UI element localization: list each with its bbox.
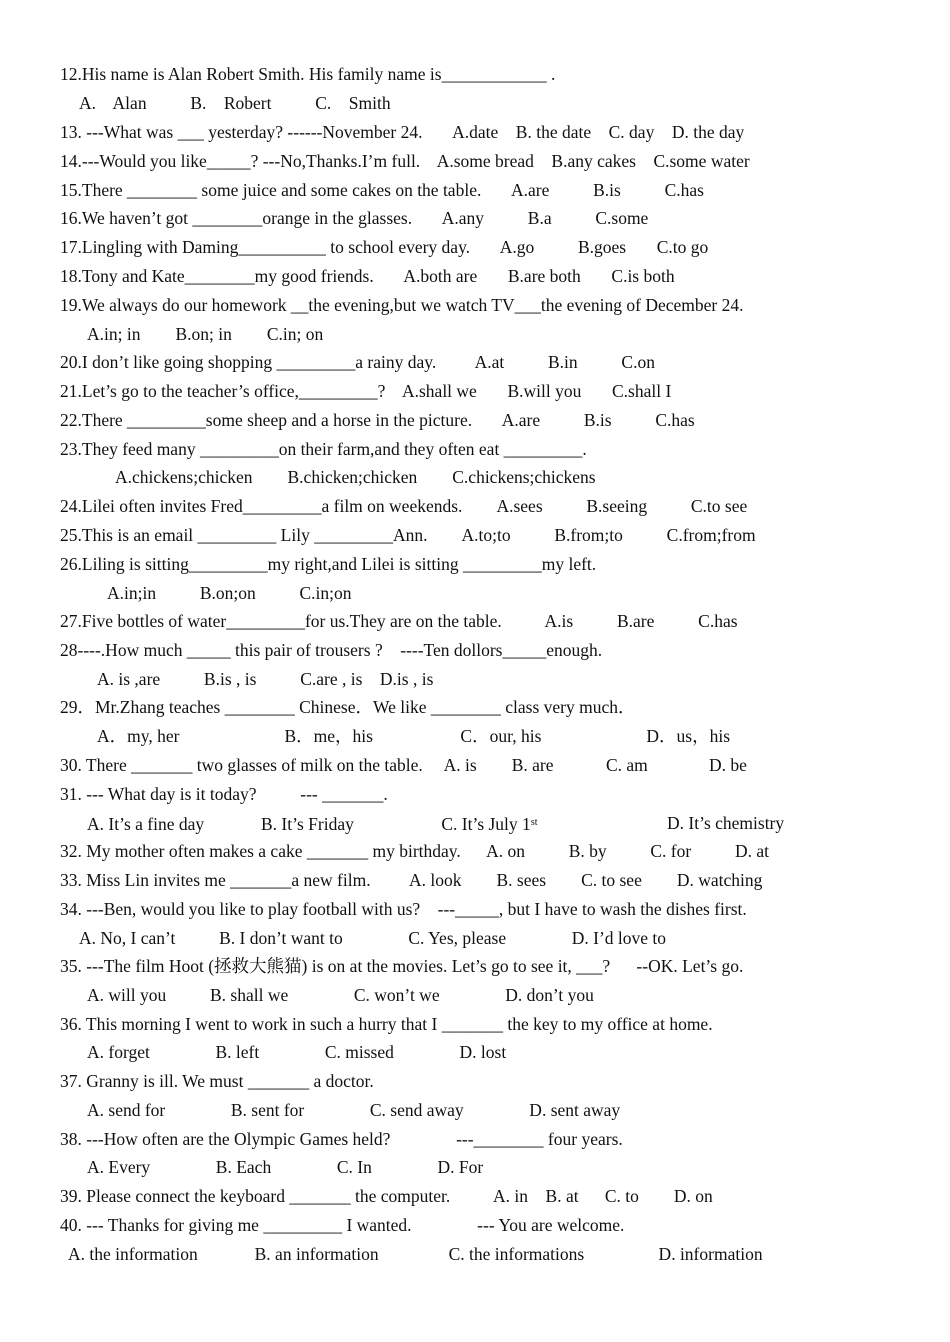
options-29: A．my, her B．me，his C．our, his D．us，his bbox=[97, 726, 731, 746]
question-18: 18.Tony and Kate________my good friends. A.both are B.are both C.is both bbox=[60, 266, 675, 286]
question-31: 31. --- What day is it today? --- _______. bbox=[60, 784, 388, 804]
question-23: 23.They feed many _________on their farm,and they often eat _________. bbox=[60, 439, 587, 459]
question-37: 37. Granny is ill. We must _______ a doctor. bbox=[60, 1071, 374, 1091]
options-37: A. send for B. sent for C. send away D. sent away bbox=[87, 1100, 621, 1120]
question-30: 30. There _______ two glasses of milk on the table. A. is B. are C. am D. be bbox=[60, 755, 747, 775]
question-13: 13. ---What was ___ yesterday? ------November 24. A.date B. the date C. day D. the day bbox=[60, 122, 745, 142]
question-39: 39. Please connect the keyboard _______ the computer. A. in B. at C. to D. on bbox=[60, 1186, 713, 1206]
options-26: A.in;in B.on;on C.in;on bbox=[107, 583, 352, 603]
question-19: 19.We always do our homework __the evening,but we watch TV___the evening of December 24. bbox=[60, 295, 744, 315]
options-35: A. will you B. shall we C. won’t we D. don’t you bbox=[87, 985, 594, 1005]
question-15: 15.There ________ some juice and some cakes on the table. A.are B.is C.has bbox=[60, 180, 704, 200]
question-21: 21.Let’s go to the teacher’s office,_________? A.shall we B.will you C.shall I bbox=[60, 381, 672, 401]
options-28: A. is ,are B.is , is C.are , is D.is , is bbox=[97, 669, 434, 689]
options-31-d: D. It’s chemistry bbox=[667, 813, 785, 833]
options-36: A. forget B. left C. missed D. lost bbox=[87, 1042, 507, 1062]
options-40: A. the information B. an information C. the informations D. information bbox=[68, 1244, 763, 1264]
question-32: 32. My mother often makes a cake _______ my birthday. A. on B. by C. for D. at bbox=[60, 841, 769, 861]
options-38: A. Every B. Each C. In D. For bbox=[87, 1157, 484, 1177]
options-31 bbox=[87, 812, 537, 835]
question-27: 27.Five bottles of water_________for us.They are on the table. A.is B.are C.has bbox=[60, 611, 738, 631]
options-34: A. No, I can’t B. I don’t want to C. Yes, please D. I’d love to bbox=[79, 928, 667, 948]
question-12: 12.His name is Alan Robert Smith. His family name is____________ . bbox=[60, 64, 556, 84]
question-24: 24.Lilei often invites Fred_________a film on weekends. A.sees B.seeing C.to see bbox=[60, 496, 748, 516]
question-36: 36. This morning I went to work in such a hurry that I _______ the key to my office at home. bbox=[60, 1014, 713, 1034]
question-34: 34. ---Ben, would you like to play football with us? ---_____, but I have to wash the dishes first. bbox=[60, 899, 747, 919]
question-25: 25.This is an email _________ Lily _________Ann. A.to;to B.from;to C.from;from bbox=[60, 525, 756, 545]
question-29: 29．Mr.Zhang teaches ________ Chinese．We like ________ class very much． bbox=[60, 697, 636, 717]
options-12: A. Alan B. Robert C. Smith bbox=[79, 93, 391, 113]
question-26: 26.Liling is sitting_________my right,and Lilei is sitting _________my left. bbox=[60, 554, 597, 574]
question-38: 38. ---How often are the Olympic Games held? ---________ four years. bbox=[60, 1129, 623, 1149]
question-17: 17.Lingling with Daming__________ to school every day. A.go B.goes C.to go bbox=[60, 237, 709, 257]
question-33: 33. Miss Lin invites me _______a new film. A. look B. sees C. to see D. watching bbox=[60, 870, 763, 890]
question-20: 20.I don’t like going shopping _________a rainy day. A.at B.in C.on bbox=[60, 352, 655, 372]
ordinal-suffix: st bbox=[530, 817, 538, 828]
question-28: 28----.How much _____ this pair of trousers ? ----Ten dollors_____enough. bbox=[60, 640, 603, 660]
question-35: 35. ---The film Hoot (拯救大熊猫) is on at the movies. Let’s go to see it, ___? --OK. Let’s go. bbox=[60, 956, 744, 976]
question-22: 22.There _________some sheep and a horse in the picture. A.are B.is C.has bbox=[60, 410, 695, 430]
options-31-text: A. It’s a fine day B. It’s Friday C. It’s July 1 bbox=[87, 814, 531, 834]
question-14: 14.---Would you like_____? ---No,Thanks.I’m full. A.some bread B.any cakes C.some water bbox=[60, 151, 750, 171]
options-19: A.in; in B.on; in C.in; on bbox=[87, 324, 324, 344]
question-40: 40. --- Thanks for giving me _________ I wanted. --- You are welcome. bbox=[60, 1215, 625, 1235]
options-23: A.chickens;chicken B.chicken;chicken C.chickens;chickens bbox=[115, 467, 596, 487]
question-16: 16.We haven’t got ________orange in the glasses. A.any B.a C.some bbox=[60, 208, 649, 228]
